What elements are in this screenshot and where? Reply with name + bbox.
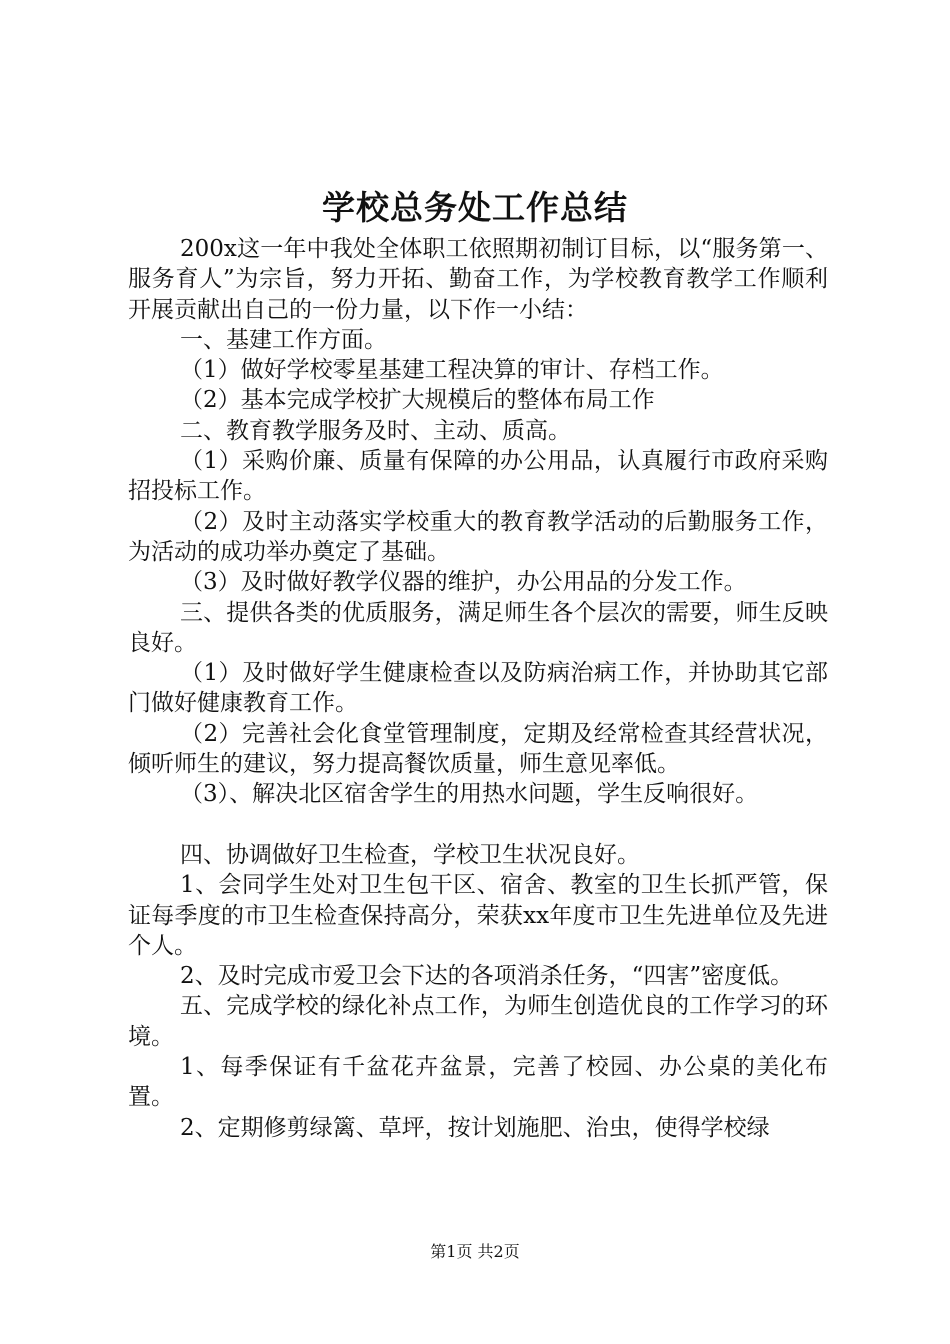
section-heading-1: 一、基建工作方面。 — [180, 326, 387, 353]
page-footer: 第1页 共2页 — [430, 1242, 520, 1261]
list-item: （3）、解决北区宿舍学生的用热水问题，学生反响很好。 — [180, 781, 759, 808]
section-heading-5: 五、完成学校的绿化补点工作，为师生创造优良的工作学习的环境。 — [128, 993, 828, 1050]
list-item: （1）做好学校零星基建工程决算的审计、存档工作。 — [180, 357, 724, 384]
list-item: （3）及时做好教学仪器的维护，办公用品的分发工作。 — [180, 569, 747, 596]
document-title: 学校总务处工作总结 — [322, 188, 628, 227]
list-item: （1）采购价廉、质量有保障的办公用品，认真履行市政府采购招投标工作。 — [128, 448, 828, 505]
section-heading-2: 二、教育教学服务及时、主动、质高。 — [180, 417, 571, 444]
list-item: （2）完善社会化食堂管理制度，定期及经常检查其经营状况，倾听师生的建议，努力提高餐饮质量，师生意见率低。 — [128, 720, 828, 778]
list-item: （1）及时做好学生健康检查以及防病治病工作，并协助其它部门做好健康教育工作。 — [128, 660, 828, 717]
section-heading-4: 四、协调做好卫生检查，学校卫生状况良好。 — [180, 841, 640, 868]
list-item: 1、每季保证有千盆花卉盆景，完善了校园、办公桌的美化布置。 — [128, 1054, 828, 1111]
paragraph-intro: 200x这一年中我处全体职工依照期初制订目标，以“服务第一、服务育人”为宗旨，努力开拓、勤奋工作，为学校教育教学工作顺利开展贡献出自己的一份力量，以下作一小结： — [128, 236, 828, 323]
blank-line — [128, 810, 828, 840]
list-item: （2）基本完成学校扩大规模后的整体布局工作 — [180, 387, 655, 414]
list-item: 2、及时完成市爱卫会下达的各项消杀任务，“四害”密度低。 — [180, 963, 794, 990]
list-item: 1、会同学生处对卫生包干区、宿舍、教室的卫生长抓严管，保证每季度的市卫生检查保持高分，荣获xx年度市卫生先进单位及先进个人。 — [128, 872, 828, 959]
list-item: （2）及时主动落实学校重大的教育教学活动的后勤服务工作，为活动的成功举办奠定了基础。 — [128, 508, 828, 565]
section-heading-3: 三、提供各类的优质服务，满足师生各个层次的需要，师生反映良好。 — [128, 599, 828, 656]
list-item: 2、定期修剪绿篱、草坪，按计划施肥、治虫，使得学校绿 — [180, 1114, 770, 1141]
document-body — [128, 234, 828, 1143]
